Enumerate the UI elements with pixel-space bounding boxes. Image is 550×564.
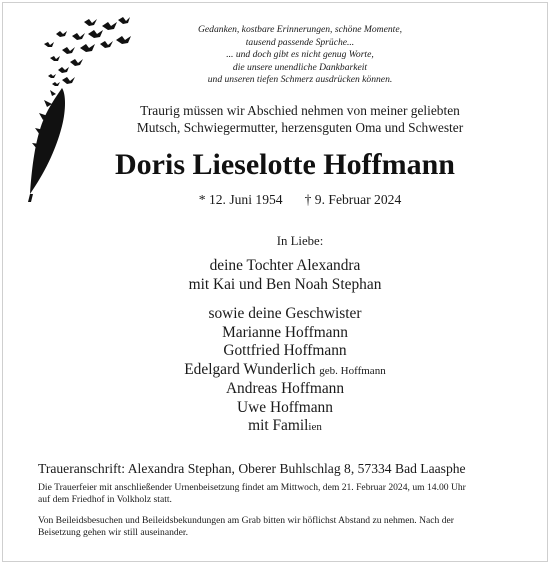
deceased-name: Doris Lieselotte Hoffmann bbox=[115, 148, 455, 181]
birth-date: * 12. Juni 1954 bbox=[198, 192, 283, 207]
family-list bbox=[60, 257, 510, 437]
funeral-info bbox=[38, 482, 518, 507]
funeral-info-line: Die Trauerfeier mit anschließender Urnenbeisetzung findet am Mittwoch, dem 21. Februar 2024, um 14.00 Uhr bbox=[38, 482, 466, 493]
intro-text bbox=[90, 102, 510, 136]
intro-line: Traurig müssen wir Abschied nehmen von meiner geliebten bbox=[140, 103, 460, 118]
family-line bbox=[60, 417, 510, 437]
mourning-address: Traueranschrift: Alexandra Stephan, Oberer Buhlschlag 8, 57334 Bad Laasphe bbox=[38, 461, 466, 476]
verse-line: und unseren tiefen Schmerz ausdrücken können. bbox=[207, 74, 393, 86]
condolence-info-line: Beisetzung gehen wir still auseinander. bbox=[38, 527, 188, 539]
in-liebe-label: In Liebe: bbox=[276, 234, 324, 248]
verse bbox=[180, 24, 420, 87]
funeral-info-line: auf dem Friedhof in Volkholz statt. bbox=[38, 494, 172, 506]
intro-line: Mutsch, Schwiegermutter, herzensguten Oma und Schwester bbox=[136, 120, 464, 135]
condolence-info-line: Von Beileidsbesuchen und Beileidsbekundungen am Grab bitten wir höflichst Abstand zu nehmen. Nach der bbox=[38, 515, 454, 526]
verse-line: tausend passende Sprüche... bbox=[245, 36, 355, 48]
life-dates bbox=[90, 191, 510, 209]
verse-line: Gedanken, kostbare Erinnerungen, schöne Momente, bbox=[198, 24, 402, 35]
family-line: deine Tochter Alexandra bbox=[209, 257, 361, 274]
family-line: Andreas Hoffmann bbox=[225, 380, 345, 397]
families-main: mit Famil bbox=[248, 417, 309, 434]
family-line: Marianne Hoffmann bbox=[222, 323, 348, 341]
family-line: sowie deine Geschwister bbox=[208, 305, 362, 322]
family-line: Uwe Hoffmann bbox=[237, 398, 333, 416]
sibling-name: Edelgard Wunderlich bbox=[184, 360, 316, 378]
death-date: † 9. Februar 2024 bbox=[304, 192, 402, 207]
verse-line: die unsere unendliche Dankbarkeit bbox=[232, 61, 368, 73]
condolence-info bbox=[38, 515, 518, 540]
family-line: mit Kai und Ben Noah Stephan bbox=[188, 275, 382, 293]
family-line bbox=[60, 361, 510, 381]
birth-name-note: geb. Hoffmann bbox=[319, 364, 386, 377]
family-line: Gottfried Hoffmann bbox=[223, 342, 347, 359]
verse-line: ... und doch gibt es nicht genug Worte, bbox=[226, 49, 374, 61]
families-suffix: ien bbox=[308, 421, 322, 433]
